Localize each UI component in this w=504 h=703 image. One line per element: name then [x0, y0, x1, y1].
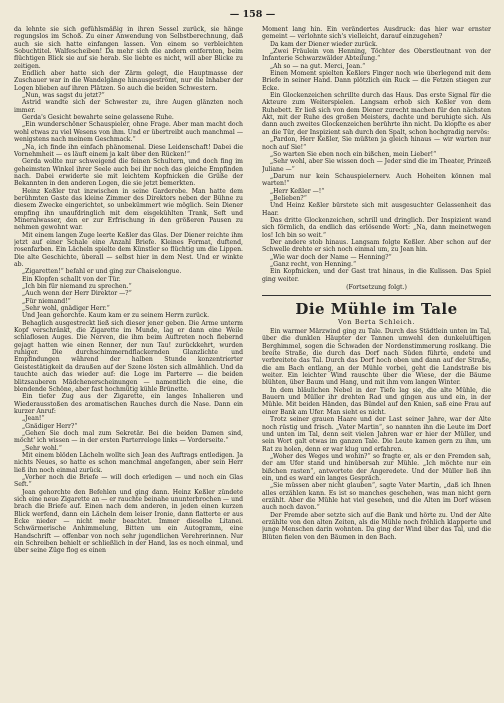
- paragraph: „Jean!“: [22, 415, 45, 423]
- paragraph: Astrid wandte sich der Schwester zu, ihre Augen glänzten noch immer.: [14, 99, 243, 114]
- paragraph: Endlich aber hatte sich der Zärm gelegt, die Hauptmasse der Zuschauer war in die Wandelgänge hinausgeströmt, nur die Inhaber der Logen blieben auf ihren Plätzen. So auch die beiden Schwestern.: [14, 70, 243, 92]
- paragraph: „Auch wenn der Herr Direktor —?“: [22, 290, 132, 298]
- paragraph: „Gnädiger Herr?“: [22, 422, 78, 430]
- paragraph: „Belieben?“: [270, 194, 307, 202]
- right-column: [262, 26, 491, 555]
- paragraph: „Ah so — na gut. Merci, Jean.“: [270, 62, 366, 70]
- paragraph: Der andere stob hinaus. Langsam folgte Keßler. Aber schon auf der Schwelle drehte er sich noch einmal um, zu Jean hin.: [262, 238, 491, 254]
- story-title: Die Mühle im Tale: [295, 300, 458, 319]
- story-author: Von Berta Schleich.: [337, 318, 416, 327]
- section-divider: [262, 295, 491, 296]
- paragraph: „Zwei Fräulein von Henning, Töchter des Oberstleutnant von der Infanterie Schwarzwälder Abteilung.“: [262, 48, 491, 63]
- story-text: [262, 328, 491, 541]
- paragraph: Ein Klopfen schallt von der Tür.: [22, 275, 121, 283]
- paragraph: Gerda wollte nur schweigend die feinen Schultern, und doch fing im geheimsten Winkel ihrer Seele auch bei ihr noch das gleiche Empfinden nach. Dabei erwiderte sie mit leichtem Kopfnicken die Grüße der Bekannten in den anderen Logen, die sie jetzt bemerkten.: [14, 158, 243, 188]
- paragraph: Ein tiefer Zug aus der Zigarette, ein langes Inhalieren und Wiederausstoßen des aromatischen Rauches durch die Nase. Dann ein kurzer Anruf:: [14, 393, 243, 415]
- paragraph: „Darum nur kein Schauspielernerv. Auch Hoheiten können mal warten!“: [262, 172, 491, 188]
- paragraph: Und Jean gehorchte. Kaum kam er zu seinem Herrn zurück.: [22, 312, 210, 320]
- paragraph: „Zigaretten!“ befahl er und ging zur Chaiselongue.: [22, 268, 182, 276]
- paragraph: Gerda's Gesicht bewahrte seine gelassene Ruhe.: [22, 114, 174, 122]
- paragraph: „Für niemand!“: [22, 297, 71, 305]
- paragraph: „Sehr wohl, aber Sie wissen doch — Jeder sind die im Theater, Prinzeß Juliane —“: [262, 158, 491, 173]
- paragraph: „So warten Sie eben noch ein bißchen, mein Lieber!“: [270, 150, 437, 158]
- paragraph: Moment lang hin. Ein verändertes Ausdruck: das hier war ernster gemeint — verlohnte sich's vielleicht, darauf einzugehen?: [262, 26, 491, 41]
- paragraph: „Ein wunderschöner Schauspieler, ohne Frage. Aber man macht doch wohl etwas zu viel Wesens von ihm. Und er übertreibt auch manchmal — wenigstens nach meinem Geschmack.“: [14, 121, 243, 144]
- paragraph: Einen Moment spielten Keßlers Finger noch wie überlegend mit dem Briefe in seiner Hand. Dann plötzlich ein Ruck — die Fetzen stiegen zur Ecke.: [262, 70, 491, 92]
- serial-story-ending: [262, 26, 491, 283]
- page-number: — 158 —: [229, 9, 276, 20]
- paragraph: „Wie war doch der Name — Henning?“: [270, 253, 392, 261]
- columns: [14, 26, 491, 555]
- paragraph: da lehnte sie sich gefühlsmäßig in ihren Sessel zurück, sie hänge regungslos im Schoß. Zu einer Anwendung von Selbstberechnung, daß auch sie sich hatte einfangen lassen. Von einem so verbleichten Sobuchtitel. Walfescheiben! Da mehr sich die andern entfernten, beim flüchtigen Blick sie auf sie herab. Sie liebte es nicht, will aber Blicke zu zeitigen.: [14, 26, 243, 70]
- paragraph: „Gehen Sie doch mal zum Sekretär. Bei die beiden Damen sind, möcht' ich wissen — in der ersten Parterreloge links — Vorderseite.“: [14, 429, 243, 445]
- continuation-note: (Fortsetzung folgt.): [346, 284, 407, 292]
- paragraph: „Sie müssen aber nicht glauben“, sagte Vater Martin, „daß ich Ihnen alles erzählen kann. Es ist so manches geschehen, was man nicht gern erzählt. Aber die Mühle hat viel gesehen, und die Alten im Dorf wissen auch noch davon.“: [262, 482, 491, 512]
- paragraph: „Vorher noch die Briefe — will doch erledigen — und noch ein Glas Seft.“: [14, 473, 243, 489]
- paragraph: Heinz Keßler trat inzwischen in seine Garderobe. Man hatte dem berühmten Gaste das kleine Zimmer des Direktors neben der Bühne zu diesem Zwecke eingerichtet, so unbekümmert wie möglich. Sein Diener empfing ihn unaufdringlich mit dem eisgekühlten Trank, Seft und Mineralwasser, den er zur Erfrischung in den größeren Pausen zu nehmen gewohnt war.: [14, 187, 243, 232]
- paragraph: Und Heinz Keßler bürstete sich mit ausgesuchter Gelassenheit das Haar.: [262, 202, 491, 217]
- paragraph: „Herr Keßler —!“: [270, 187, 325, 195]
- paragraph: Trotz seiner grauen Haare und der Last seiner Jahre, war der Alte noch rüstig und frisch. „Vater Martin“, so nannten ihn die Leute im Dorf und unten im Tal, denn seit vielen Jahren war er hier der Müller, und sein Wort galt etwas im ganzen Tale. Die Leute kamen gern zu ihm, um Rat zu holen, denn er war klug und erfahren.: [262, 416, 491, 453]
- paragraph: Behaglich ausgestreckt ließ sich dieser jener geben. Die Arme unterm Kopf verschränkt, die Zigarette im Munde, lag er dann eine Weile schlaflosen Auges. Die Nerven, die ihm beim Auftreten noch fiebernd gejagt hatten wie einen Renner, der nun Tau! zurückkehrt, wurden ruhiger. Die durchschimmerndflackernden Glanzlichte und Empfindungen während der halben Stunde konzentrierter Geistestätigkeit da draußen auf der Szene lösten sich allmählich. Und da tauchte auch das wieder auf: die Loge im Parterre — die beiden blitzsauberen Mädchenerscheinungen — namentlich die eine, die blendende Schöne, aber fast hochmütig kühle Brünette.: [14, 319, 243, 393]
- paragraph: Jean gehorchte den Befehlen und ging dann. Heinz Keßler zündete sich eine neue Zigarette an — er rauchte beinahe ununterbrochen — und brach die Briefe auf. Einen nach dem anderen, in jeden einen kurzen Blick werfend, dann ein Lächeln dem leiser Ironie, dann flatterte er aus Ecke nieder — nicht mehr beachtet. Immer dieselbe Litanei. Schwärmerische Anhimmelung, Bitten um ein Autogramm, eine Handschrift — offenbar von noch sehr jugendlichen Verehrerinnen. Nur ein Schreiben behielt er schließlich in der Hand, las es noch einmal, und über seine Züge flog es einen: [14, 488, 243, 555]
- paragraph: „Nun, was sagst du jetzt?“: [22, 92, 105, 100]
- paragraph: „Ich bin für niemand zu sprechen.“: [22, 283, 132, 291]
- paragraph: „Sehr wohl, gnädiger Herr.“: [22, 305, 110, 313]
- paragraph: „Na, ich finde ihn einfach phänomenal. Diese Leidenschaft! Dabei die Vornehmheit — es läuft einem ja kalt über den Rücken!“: [14, 143, 243, 158]
- paragraph: Der Fremde aber setzte sich auf die Bank und hörte zu. Und der Alte erzählte von den alten Zeiten, als die Mühle noch fröhlich klapperte und junge Menschen darin wohnten. Da ging der Wind über das Tal, und die Blüten fielen von den Bäumen in den Bach.: [262, 511, 491, 541]
- paragraph: Mit einem blöden Lächeln wollte sich Jean des Auftrags entledigen. Ja nichts Neues, so hatte es schon manchmal angefangen, aber sein Herr ließ ihn noch einmal zurück.: [14, 451, 243, 474]
- paragraph: Da kam der Diener wieder zurück.: [270, 40, 378, 48]
- paragraph: Ein Kopfnicken, und der Gast trat hinaus, in die Kulissen. Das Spiel ging weiter.: [262, 268, 491, 283]
- paragraph: „Ganz recht, von Henning.“: [270, 261, 357, 268]
- paragraph: „Woher des Weges und wohin?“ so fragte er, als er den Fremden sah, der am Ufer stand und hinübersah zur Mühle. „Ich möchte nur ein bißchen rasten“, antwortete der Angeredete. Und der Müller ließ ihn ein, und es ward ein langes Gespräch.: [262, 452, 491, 482]
- paragraph: Ein Glockenzeichen schrillte durch das Haus. Das erste Signal für die Akteure zum Weiterspielen. Langsam erhob sich Keßler von dem Ruhebett. Er ließ sich von dem Diener zurecht machen für den nächsten Akt, mit der Ruhe des großen Meisters, dachte und beruhigte sich. Als dann auch zweites Glockenzeichen berührte ihn nicht. Da klopfte es aber an die Tür, der Inspizient sah durch den Spalt, schon hochgradig nervös:: [262, 92, 491, 136]
- paragraph: Ein warmer Märzwind ging zu Tale. Durch das Städtlein unten im Tal, über die dunklen Häupter der Tannen umwehl den dunkeluüftigen Berghimmel, sogen die Schwaden der Nordenstimmerung roslkang. Die breite Straße, die durch das Dorf nach Süden führte, endete und verbreitete das Tal. Durch das Dorf hoch oben und dann auf der Straße, die am Bach entlang, an der Mühle vorbei, geht die Landstraße bis weiter. Ein leichter Wind rauschte über die Wiese, der die Bäume blühten, über Baum und Hang, und mit ihm vom langen Winter.: [262, 328, 491, 387]
- paragraph: Das dritte Glockenzeichen, schrill und dringlich. Der Inspizient wand sich förmlich, da endlich das erlösende Wort: „Na, dann meinetwegen los! Ich bin so weit.“: [262, 216, 491, 239]
- paragraph: In dem bläulichen Nebel in der Tiefe lag sie, die alte Mühle, die Bauern und Müller ihr drehten Rad und gingen aus und ein, in der Mühle. Mit beiden Händen, das Bündel auf den Knien, saß eine Frau auf einer Bank am Ufer. Man sieht es nicht.: [262, 386, 491, 416]
- paragraph: Mit einem langen Zuge leerte Keßler das Glas. Der Diener reichte ihm jetzt auf einer Schale eine Anzahl Briefe. Kleines Format, duftend, rosenfarben. Ein Lächeln spielte dem Künstler so flüchtig um die Lippen. Die alte Geschichte, überall — selbst hier in dem Nest. Und er winkte ab.: [14, 231, 243, 268]
- left-column: [14, 26, 243, 555]
- paragraph: „Pardon, Herr Keßler, Sie müßten ja gleich hinaus — wir warten nur noch auf Sie!“: [262, 136, 491, 151]
- paragraph: „Sehr wohl.“: [22, 444, 62, 452]
